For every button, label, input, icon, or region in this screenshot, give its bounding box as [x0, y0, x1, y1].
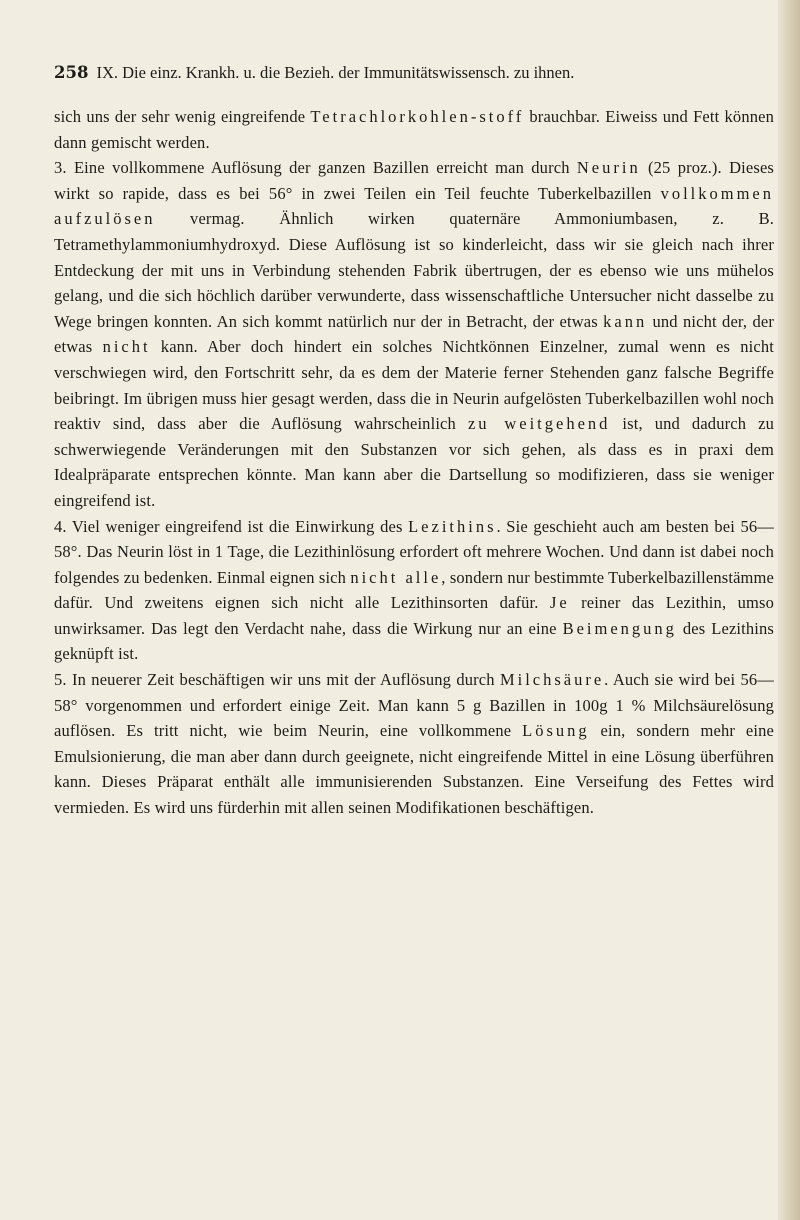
text-run: vermag. Ähnlich wirken quaternäre Ammoniumbasen, z. B. Tetramethylammoniumhydroxyd. Diese Auflösung ist so kinderleicht, dass wir sie gleich nach ihrer Entdeckung der mit uns in Verbindung stehenden Fabrik übertrugen, der es ebenso wie uns mühelos gelang, und die sich höchlich darüber verwunderte, dass wissenschaftliche Untersucher nicht dasselbe zu Wege bringen konnten. An sich kommt natürlich nur der in Betracht, der etwas	[54, 209, 774, 331]
paragraph	[54, 514, 774, 668]
paragraph	[54, 667, 774, 821]
paragraph	[54, 155, 774, 513]
emphasized-text: Beimengung	[562, 618, 677, 638]
text-run: ist, und dadurch zu schwerwiegende Veränderungen mit den Substanzen vor sich gehen, als dass es in praxi dem Idealpräparate entsprechen könnte. Man kann aber die Dartsellung so modifizieren, dass sie weniger eingreifend ist.	[54, 414, 774, 510]
text-run: und nicht der, der etwas	[54, 311, 774, 357]
text-run: 3. Eine vollkommene Auflösung der ganzen Bazillen erreicht man durch	[54, 158, 577, 178]
paragraph	[54, 104, 774, 155]
text-run: (25 proz.). Dieses wirkt so rapide, dass es bei 56° in zwei Teilen ein Teil feuchte Tuberkelbazillen	[54, 158, 774, 203]
running-title: IX. Die einz. Krankh. u. die Bezieh. der Immunitätswissensch. zu ihnen.	[96, 63, 575, 82]
emphasized-text: Neurin	[576, 158, 641, 178]
emphasized-text: Tetrachlorkohlen-stoff	[310, 107, 525, 126]
emphasized-text: Lösung	[522, 721, 590, 741]
emphasized-text: zu weitgehend	[467, 414, 611, 434]
emphasized-text: kann	[603, 311, 648, 331]
text-run: kann. Aber doch hindert ein solches Nichtkönnen Einzelner, zumal wenn es nicht verschwiegen wird, den Fortschritt sehr, da es dem der Materie ferner Stehenden ganz falsche Begriffe beibringt. Im übrigen muss hier gesagt werden, dass die in Neurin aufgelösten Tuberkelbazillen wohl noch reaktiv sind, dass aber die Auflösung wahrscheinlich	[54, 337, 774, 434]
text-run: brauchbar. Eiweiss und Fett können dann gemischt werden.	[54, 107, 774, 152]
emphasized-text: Milchsäure	[499, 670, 605, 690]
body-text	[54, 104, 774, 821]
text-run: . Sie geschieht auch am besten bei 56—58°. Das Neurin löst in 1 Tage, die Lezithinlösung erfordert oft mehrere Wochen. Und dann ist dabei noch folgendes zu bedenken. Einmal eignen sich	[54, 516, 774, 587]
text-run: , sondern nur bestimmte Tuberkelbazillenstämme dafür. Und zweitens eignen sich nicht alle Lezithinsorten dafür.	[54, 567, 774, 613]
text-run: ein, sondern mehr eine Emulsionierung, die man aber dann durch geeignete, nicht eingreifende Mittel in eine Lösung überführen kann. Dieses Präparat enthält alle immunisierenden Substanzen. Eine Verseifung des Fettes wird vermieden. Es wird uns fürderhin mit allen seinen Modifikationen beschäftigen.	[54, 721, 774, 818]
emphasized-text: Lezithins	[408, 516, 497, 536]
page-edge-shadow	[778, 0, 800, 1220]
text-run: 5. In neuerer Zeit beschäftigen wir uns mit der Auflösung durch	[54, 670, 500, 690]
running-head	[54, 60, 774, 86]
text-run: . Auch sie wird bei 56—58° vorgenommen und erfordert einige Zeit. Man kann 5 g Bazillen in 100g 1 % Milchsäurelösung auflösen. Es tritt nicht, wie beim Neurin, eine vollkommene	[54, 670, 774, 741]
page-number: 258	[54, 63, 89, 82]
emphasized-text: nicht alle	[350, 567, 442, 587]
emphasized-text: nicht	[102, 337, 151, 357]
emphasized-text: vollkommen aufzulösen	[54, 183, 774, 229]
text-run: des Lezithins geknüpft ist.	[54, 618, 774, 664]
text-run: 4. Viel weniger eingreifend ist die Einwirkung des	[54, 516, 409, 536]
emphasized-text: Je	[549, 593, 570, 613]
book-page	[54, 60, 774, 821]
text-run: sich uns der sehr wenig eingreifende	[54, 107, 311, 126]
text-run: reiner das Lezithin, umso unwirksamer. Das legt den Verdacht nahe, dass die Wirkung nur an eine	[54, 593, 774, 638]
